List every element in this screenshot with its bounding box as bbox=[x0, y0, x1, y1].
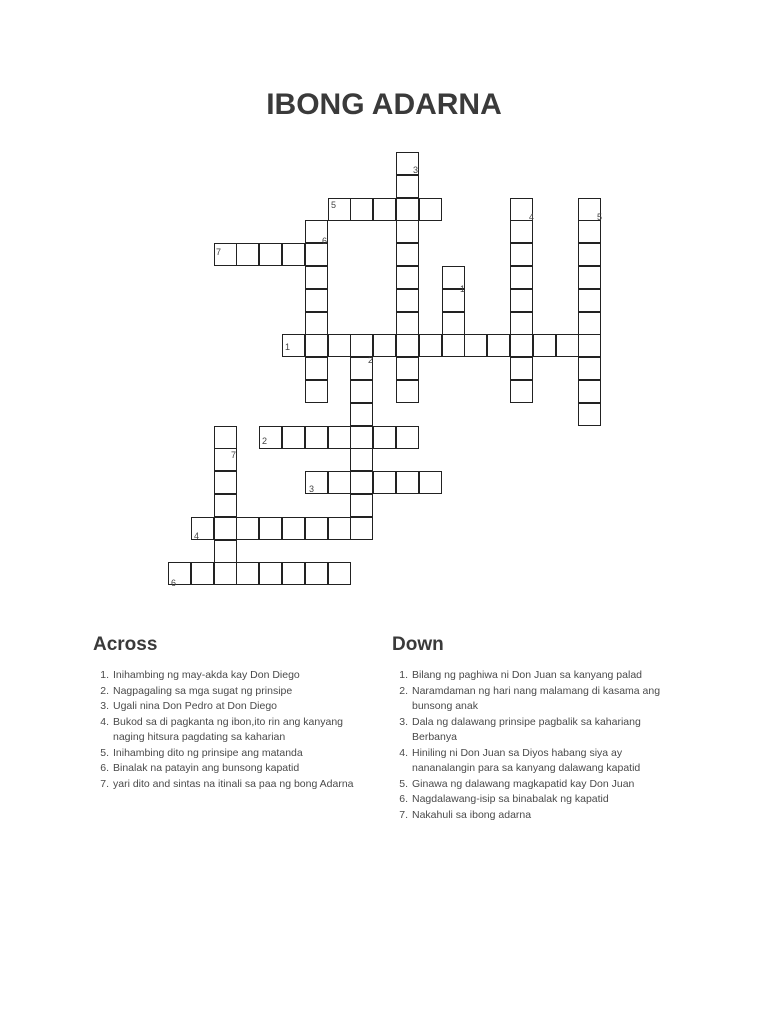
grid-cell[interactable] bbox=[259, 243, 282, 266]
grid-cell[interactable] bbox=[191, 562, 214, 585]
grid-cell[interactable] bbox=[396, 334, 419, 357]
clue-number-label: 5 bbox=[597, 212, 603, 222]
clue-item: 4. Bukod sa di pagkanta ng ibon,ito rin ang kanyang naging hitsura pagdating sa kaharian bbox=[100, 715, 344, 743]
grid-cell[interactable] bbox=[305, 517, 328, 540]
clue-number-label: 4 bbox=[529, 212, 535, 222]
down-clue-list bbox=[392, 668, 677, 823]
clue-number-label: 2 bbox=[368, 355, 374, 365]
grid-cell[interactable] bbox=[214, 494, 237, 517]
grid-cell[interactable] bbox=[350, 334, 373, 357]
grid-cell[interactable] bbox=[282, 426, 305, 449]
grid-cell[interactable] bbox=[214, 540, 237, 563]
clue-number-label: 6 bbox=[322, 236, 328, 246]
grid-cell[interactable] bbox=[578, 266, 601, 289]
grid-cell[interactable] bbox=[396, 266, 419, 289]
grid-cell[interactable] bbox=[328, 426, 351, 449]
grid-cell[interactable] bbox=[305, 266, 328, 289]
grid-cell[interactable] bbox=[282, 517, 305, 540]
clue-number-label: 6 bbox=[171, 578, 177, 588]
grid-cell[interactable] bbox=[578, 334, 601, 357]
grid-cell[interactable] bbox=[396, 357, 419, 380]
clue-number-label: 3 bbox=[413, 165, 419, 175]
grid-cell[interactable] bbox=[214, 471, 237, 494]
grid-cell[interactable] bbox=[578, 403, 601, 426]
clue-item: 1. Inihambing ng may-akda kay Don Diego bbox=[100, 669, 300, 681]
grid-cell[interactable] bbox=[350, 471, 373, 494]
grid-cell[interactable] bbox=[350, 426, 373, 449]
clue-item: 7. Nakahuli sa ibong adarna bbox=[399, 808, 532, 821]
down-heading: Down bbox=[392, 634, 444, 655]
grid-cell[interactable] bbox=[214, 517, 237, 540]
grid-cell[interactable] bbox=[510, 289, 533, 312]
clue-item: 2. Nagpagaling sa mga sugat ng prinsipe bbox=[100, 684, 293, 697]
grid-cell[interactable] bbox=[259, 562, 282, 585]
grid-cell[interactable] bbox=[350, 494, 373, 517]
clue-item: 1. Bilang ng paghiwa ni Don Juan sa kanyang palad bbox=[399, 669, 643, 681]
grid-cell[interactable] bbox=[259, 517, 282, 540]
grid-cell[interactable] bbox=[510, 243, 533, 266]
grid-cell[interactable] bbox=[282, 243, 305, 266]
grid-cell[interactable] bbox=[442, 312, 465, 335]
grid-cell[interactable] bbox=[350, 198, 373, 221]
grid-cell[interactable] bbox=[214, 562, 237, 585]
grid-cell[interactable] bbox=[396, 471, 419, 494]
grid-cell[interactable] bbox=[305, 380, 328, 403]
across-clue-list bbox=[93, 668, 363, 792]
clue-item: 5. Inihambing dito ng prinsipe ang matanda bbox=[100, 746, 303, 759]
grid-cell[interactable] bbox=[510, 312, 533, 335]
clue-number-label: 7 bbox=[216, 247, 222, 257]
grid-cell[interactable] bbox=[282, 562, 305, 585]
grid-cell[interactable] bbox=[328, 517, 351, 540]
page-title: IBONG ADARNA bbox=[266, 88, 502, 121]
grid-cell[interactable] bbox=[419, 471, 442, 494]
grid-cell[interactable] bbox=[578, 243, 601, 266]
grid-cell[interactable] bbox=[373, 471, 396, 494]
grid-cell[interactable] bbox=[396, 220, 419, 243]
grid-cell[interactable] bbox=[396, 198, 419, 221]
clue-item: 4. Hiniling ni Don Juan sa Diyos habang siya ay nananalangin para sa kanyang dalawang kapatid bbox=[399, 746, 641, 774]
clue-number-label: 5 bbox=[331, 200, 337, 210]
grid-cell[interactable] bbox=[578, 312, 601, 335]
grid-cell[interactable] bbox=[236, 243, 259, 266]
clue-number-label: 1 bbox=[460, 284, 466, 294]
grid-cell[interactable] bbox=[578, 357, 601, 380]
grid-cell[interactable] bbox=[350, 517, 373, 540]
grid-cell[interactable] bbox=[556, 334, 579, 357]
grid-cell[interactable] bbox=[236, 517, 259, 540]
grid-cell[interactable] bbox=[510, 266, 533, 289]
clue-item: 3. Ugali nina Don Pedro at Don Diego bbox=[100, 700, 278, 712]
grid-cell[interactable] bbox=[350, 380, 373, 403]
grid-cell[interactable] bbox=[373, 426, 396, 449]
grid-cell[interactable] bbox=[396, 380, 419, 403]
clue-number-label: 4 bbox=[194, 531, 200, 541]
clue-item: 6. Nagdalawang-isip sa binabalak ng kapatid bbox=[399, 793, 609, 805]
grid-cell[interactable] bbox=[578, 289, 601, 312]
grid-cell[interactable] bbox=[305, 289, 328, 312]
grid-cell[interactable] bbox=[396, 426, 419, 449]
grid-cell[interactable] bbox=[328, 334, 351, 357]
grid-cell[interactable] bbox=[305, 357, 328, 380]
clue-item: 6. Binalak na patayin ang bunsong kapatid bbox=[100, 762, 300, 774]
grid-cell[interactable] bbox=[396, 243, 419, 266]
grid-cell[interactable] bbox=[236, 562, 259, 585]
grid-cell[interactable] bbox=[214, 426, 237, 449]
grid-cell[interactable] bbox=[305, 562, 328, 585]
grid-cell[interactable] bbox=[396, 289, 419, 312]
clue-item: 7. yari dito and sintas na itinali sa paa ng bong Adarna bbox=[100, 777, 354, 790]
clue-number-label: 3 bbox=[309, 484, 315, 494]
clue-number-label: 2 bbox=[262, 436, 268, 446]
grid-cell[interactable] bbox=[328, 471, 351, 494]
grid-cell[interactable] bbox=[328, 562, 351, 585]
grid-cell[interactable] bbox=[305, 243, 328, 266]
clue-item: 5. Ginawa ng dalawang magkapatid kay Don Juan bbox=[399, 777, 635, 790]
grid-cell[interactable] bbox=[578, 380, 601, 403]
grid-cell[interactable] bbox=[464, 334, 487, 357]
grid-cell[interactable] bbox=[510, 220, 533, 243]
clue-number-label: 7 bbox=[231, 450, 237, 460]
grid-cell[interactable] bbox=[305, 334, 328, 357]
grid-cell[interactable] bbox=[396, 312, 419, 335]
grid-cell[interactable] bbox=[533, 334, 556, 357]
grid-cell[interactable] bbox=[510, 357, 533, 380]
clue-item: 3. Dala ng dalawang prinsipe pagbalik sa kahariang Berbanya bbox=[399, 715, 641, 743]
grid-cell[interactable] bbox=[487, 334, 510, 357]
grid-cell[interactable] bbox=[350, 448, 373, 471]
clue-number-label: 1 bbox=[285, 342, 291, 352]
grid-cell[interactable] bbox=[305, 312, 328, 335]
grid-cell[interactable] bbox=[510, 380, 533, 403]
grid-cell[interactable] bbox=[419, 198, 442, 221]
grid-cell[interactable] bbox=[373, 334, 396, 357]
grid-cell[interactable] bbox=[419, 334, 442, 357]
grid-cell[interactable] bbox=[373, 198, 396, 221]
grid-cell[interactable] bbox=[578, 220, 601, 243]
clue-item: 2. Naramdaman ng hari nang malamang di kasama ang bunsong anak bbox=[399, 684, 661, 712]
grid-cell[interactable] bbox=[510, 334, 533, 357]
grid-cell[interactable] bbox=[396, 175, 419, 198]
grid-cell[interactable] bbox=[350, 403, 373, 426]
grid-cell[interactable] bbox=[305, 426, 328, 449]
across-heading: Across bbox=[93, 634, 158, 655]
grid-cell[interactable] bbox=[442, 334, 465, 357]
